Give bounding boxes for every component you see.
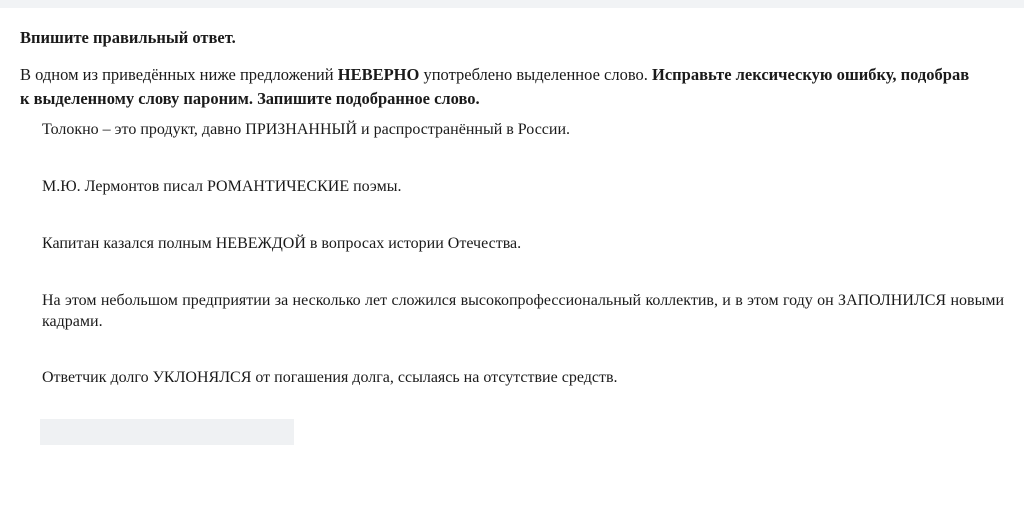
page-top-strip bbox=[0, 0, 1024, 8]
instruction-paragraph-line2: к выделенному слову пароним. Запишите подобранное слово. bbox=[20, 89, 480, 109]
instruction-emphasis-nevernо: НЕВЕРНО bbox=[337, 64, 420, 84]
list-item: Капитан казался полным НЕВЕЖДОЙ в вопросах истории Отечества. bbox=[42, 234, 522, 252]
sentence-list bbox=[20, 120, 1004, 389]
list-item: Ответчик долго УКЛОНЯЛСЯ от погашения долга, ссылаясь на отсутствие средств. bbox=[42, 369, 618, 387]
list-item: На этом небольшом предприятии за несколько лет сложился высокопрофессиональный коллектив, и в этом году он ЗАПОЛНИЛСЯ новыми кадрами. bbox=[42, 291, 1004, 330]
instruction-paragraph bbox=[20, 64, 1004, 86]
instruction-text-part1: В одном из приведённых ниже предложений bbox=[20, 64, 338, 84]
answer-input[interactable] bbox=[40, 419, 294, 445]
page-title: Впишите правильный ответ. bbox=[20, 28, 236, 47]
list-item: Толокно – это продукт, давно ПРИЗНАННЫЙ и распространённый в России. bbox=[42, 121, 571, 139]
instruction-bold-tail: Исправьте лексическую ошибку, подобрав bbox=[652, 64, 970, 84]
instruction-text-part2: употреблено выделенное слово. bbox=[423, 64, 653, 84]
document-body bbox=[0, 28, 1024, 445]
list-item: М.Ю. Лермонтов писал РОМАНТИЧЕСКИЕ поэмы. bbox=[42, 178, 402, 196]
